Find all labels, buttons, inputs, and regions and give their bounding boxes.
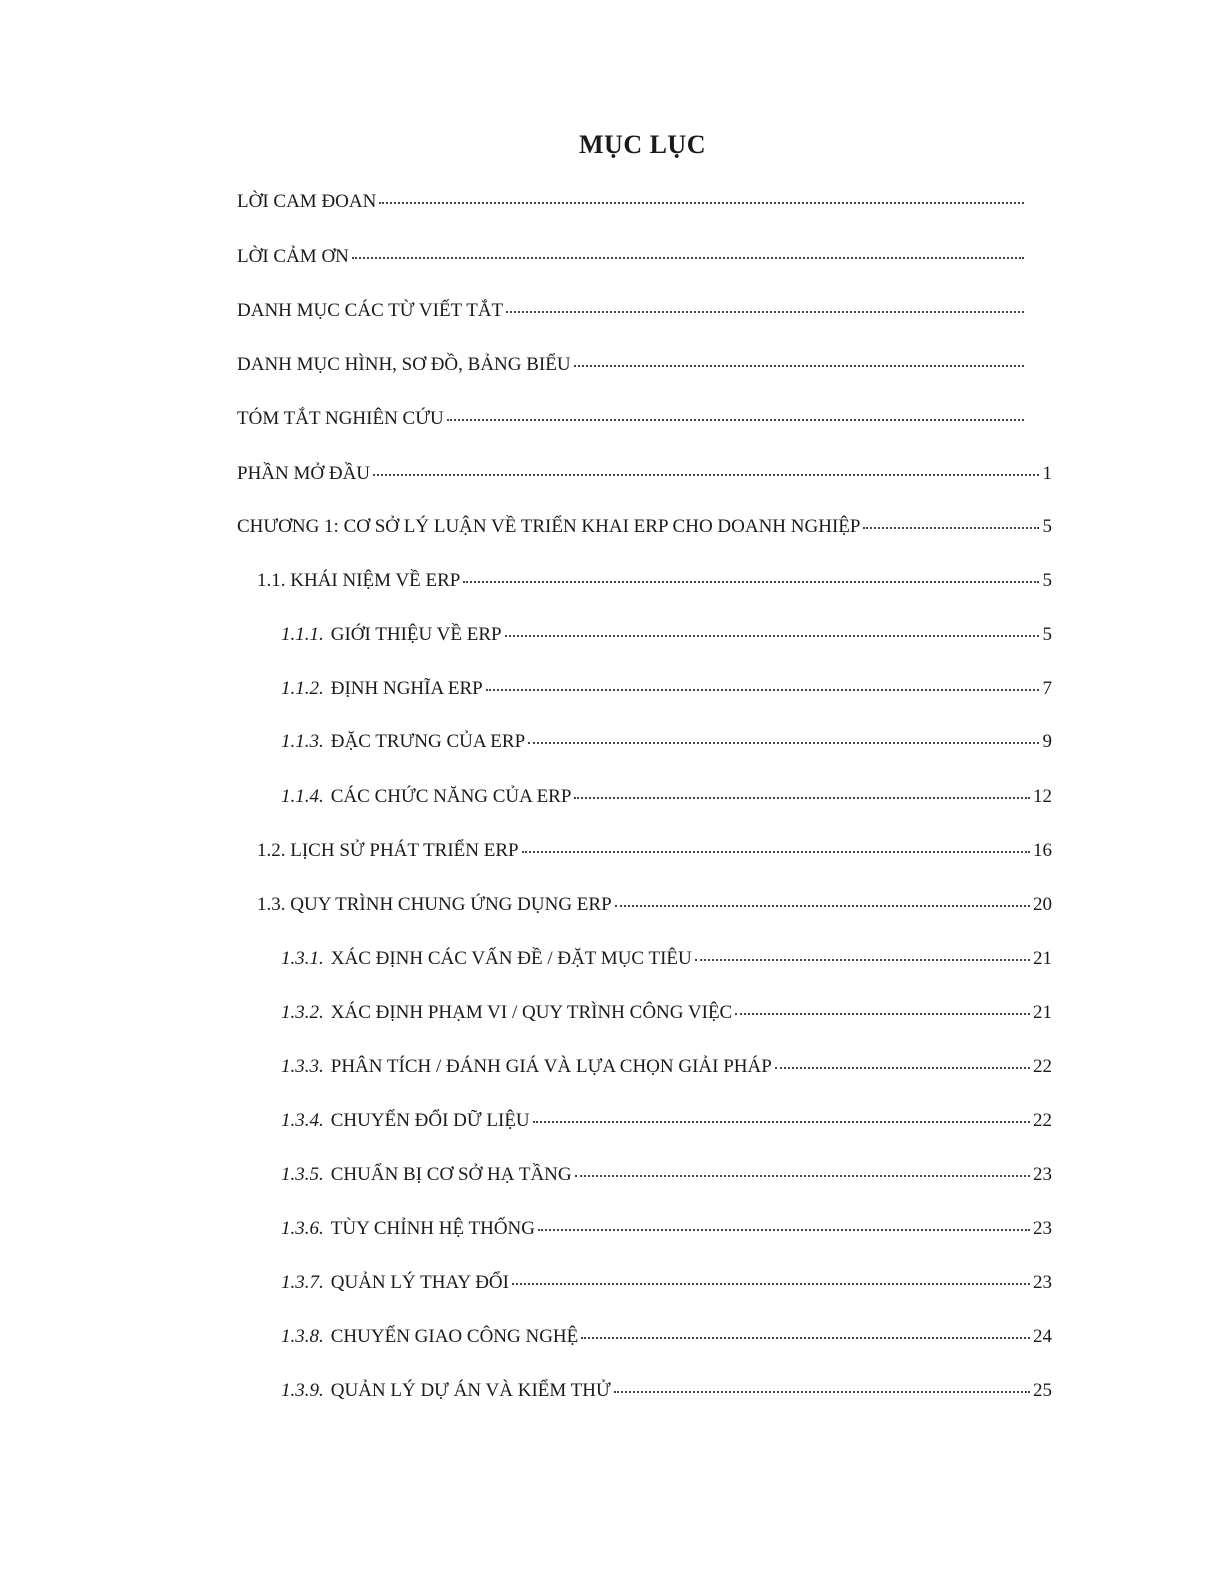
toc-entry-text: CÁC CHỨC NĂNG CỦA ERP <box>330 786 572 807</box>
toc-entry-page: 5 <box>1042 570 1052 591</box>
toc-entry-text: CHƯƠNG 1: CƠ SỞ LÝ LUẬN VỀ TRIỂN KHAI ERP CHO DOANH NGHIỆP <box>237 516 861 537</box>
toc-entry-1-3-2[interactable] <box>281 1001 1052 1025</box>
toc-entry-number: 1.3.6. <box>281 1218 324 1239</box>
toc-leader-dots <box>574 361 1024 367</box>
toc-entry-text: CHUẨN BỊ CƠ SỞ HẠ TẦNG <box>330 1164 572 1185</box>
toc-leader-dots <box>522 847 1030 853</box>
toc-entry-1-3[interactable] <box>257 893 1052 917</box>
toc-entry-tom-tat-nghien-cuu[interactable] <box>237 407 1037 431</box>
toc-entry-text: ĐỊNH NGHĨA ERP <box>330 678 483 699</box>
toc-entry-number: 1.3.3. <box>281 1056 324 1077</box>
toc-leader-dots <box>506 307 1024 313</box>
toc-entry-page: 5 <box>1042 624 1052 645</box>
toc-leader-dots <box>373 470 1039 476</box>
toc-entry-page: 22 <box>1033 1110 1052 1131</box>
toc-entry-page: 23 <box>1033 1272 1052 1293</box>
toc-leader-dots <box>735 1009 1030 1015</box>
toc-entry-1-3-6[interactable] <box>281 1217 1052 1241</box>
toc-entry-1-1-2[interactable] <box>281 677 1052 701</box>
toc-entry-text: 1.3. QUY TRÌNH CHUNG ỨNG DỤNG ERP <box>257 894 612 915</box>
toc-leader-dots <box>775 1063 1030 1069</box>
toc-leader-dots <box>575 1171 1030 1177</box>
toc-entry-page: 12 <box>1033 786 1052 807</box>
toc-entry-number: 1.3.2. <box>281 1002 324 1023</box>
toc-entry-phan-mo-dau[interactable] <box>237 462 1052 486</box>
toc-entry-chuong-1[interactable] <box>237 515 1052 539</box>
toc-entry-text: CHUYỂN GIAO CÔNG NGHỆ <box>330 1326 579 1347</box>
toc-entry-text: QUẢN LÝ THAY ĐỔI <box>330 1272 509 1293</box>
toc-leader-dots <box>486 685 1039 691</box>
toc-leader-dots <box>528 738 1039 744</box>
toc-entry-1-3-5[interactable] <box>281 1163 1052 1187</box>
toc-leader-dots <box>463 577 1039 583</box>
toc-entry-text: TÓM TẮT NGHIÊN CỨU <box>237 408 444 429</box>
toc-entry-text: LỜI CAM ĐOAN <box>237 191 377 212</box>
toc-entry-1-2[interactable] <box>257 839 1052 863</box>
toc-leader-dots <box>533 1117 1030 1123</box>
toc-entry-page: 22 <box>1033 1056 1052 1077</box>
toc-leader-dots <box>695 955 1030 961</box>
toc-entry-1-3-7[interactable] <box>281 1271 1052 1295</box>
toc-entry-page: 23 <box>1033 1218 1052 1239</box>
toc-leader-dots <box>574 793 1030 799</box>
toc-entry-text: LỜI CẢM ƠN <box>237 246 349 267</box>
toc-entry-page: 20 <box>1033 894 1052 915</box>
toc-entry-text: DANH MỤC HÌNH, SƠ ĐỒ, BẢNG BIỂU <box>237 354 571 375</box>
toc-entry-number: 1.1.3. <box>281 731 324 752</box>
toc-entry-page: 21 <box>1033 948 1052 969</box>
toc-entry-1-3-9[interactable] <box>281 1379 1052 1403</box>
toc-entry-page: 1 <box>1042 463 1052 484</box>
toc-entry-1-3-3[interactable] <box>281 1055 1052 1079</box>
toc-leader-dots <box>863 523 1039 529</box>
toc-entry-number: 1.1.1. <box>281 624 324 645</box>
toc-entry-page: 7 <box>1042 678 1052 699</box>
toc-entry-1-1-3[interactable] <box>281 730 1052 754</box>
toc-entry-number: 1.3.9. <box>281 1380 324 1401</box>
toc-entry-text: 1.1. KHÁI NIỆM VỀ ERP <box>257 570 461 591</box>
toc-entry-text: DANH MỤC CÁC TỪ VIẾT TẮT <box>237 300 504 321</box>
toc-entry-number: 1.3.5. <box>281 1164 324 1185</box>
toc-leader-dots <box>614 1387 1030 1393</box>
toc-entry-danh-muc-tu-viet-tat[interactable] <box>237 299 1037 323</box>
toc-entry-1-3-4[interactable] <box>281 1109 1052 1133</box>
toc-leader-dots <box>615 901 1030 907</box>
toc-entry-text: 1.2. LỊCH SỬ PHÁT TRIỂN ERP <box>257 840 519 861</box>
toc-leader-dots <box>447 415 1024 421</box>
toc-leader-dots <box>352 253 1024 259</box>
toc-entry-text: GIỚI THIỆU VỀ ERP <box>330 624 502 645</box>
toc-leader-dots <box>538 1225 1030 1231</box>
toc-entry-page: 16 <box>1033 840 1052 861</box>
toc-entry-text: PHẦN MỞ ĐẦU <box>237 463 371 484</box>
toc-leader-dots <box>512 1279 1030 1285</box>
toc-entry-page: 23 <box>1033 1164 1052 1185</box>
toc-entry-number: 1.1.4. <box>281 786 324 807</box>
toc-entry-number: 1.3.8. <box>281 1326 324 1347</box>
toc-entry-page: 24 <box>1033 1326 1052 1347</box>
toc-entry-page: 5 <box>1042 516 1052 537</box>
toc-entry-number: 1.3.7. <box>281 1272 324 1293</box>
toc-entry-text: ĐẶC TRƯNG CỦA ERP <box>330 731 526 752</box>
toc-entry-loi-cam-on[interactable] <box>237 245 1037 269</box>
toc-entry-number: 1.3.1. <box>281 948 324 969</box>
toc-leader-dots <box>581 1333 1030 1339</box>
toc-entry-1-3-1[interactable] <box>281 947 1052 971</box>
toc-entry-1-1[interactable] <box>257 569 1052 593</box>
toc-entry-text: XÁC ĐỊNH PHẠM VI / QUY TRÌNH CÔNG VIỆC <box>330 1002 733 1023</box>
toc-entry-page: 9 <box>1042 731 1052 752</box>
page-title: MỤC LỤC <box>579 130 706 159</box>
toc-entry-danh-muc-hinh[interactable] <box>237 353 1037 377</box>
toc-entry-loi-cam-doan[interactable] <box>237 190 1037 214</box>
toc-entry-text: QUẢN LÝ DỰ ÁN VÀ KIỂM THỬ <box>330 1380 611 1401</box>
toc-leader-dots <box>379 198 1024 204</box>
toc-entry-text: PHÂN TÍCH / ĐÁNH GIÁ VÀ LỰA CHỌN GIẢI PHÁP <box>330 1056 772 1077</box>
toc-entry-number: 1.1.2. <box>281 678 324 699</box>
toc-entry-text: TÙY CHỈNH HỆ THỐNG <box>330 1218 535 1239</box>
toc-entry-page: 25 <box>1033 1380 1052 1401</box>
toc-entry-1-1-4[interactable] <box>281 785 1052 809</box>
toc-entry-text: CHUYỂN ĐỔI DỮ LIỆU <box>330 1110 530 1131</box>
toc-entry-1-1-1[interactable] <box>281 623 1052 647</box>
toc-entry-page: 21 <box>1033 1002 1052 1023</box>
toc-entry-number: 1.3.4. <box>281 1110 324 1131</box>
toc-leader-dots <box>505 631 1039 637</box>
toc-entry-text: XÁC ĐỊNH CÁC VẤN ĐỀ / ĐẶT MỤC TIÊU <box>330 948 692 969</box>
toc-entry-1-3-8[interactable] <box>281 1325 1052 1349</box>
